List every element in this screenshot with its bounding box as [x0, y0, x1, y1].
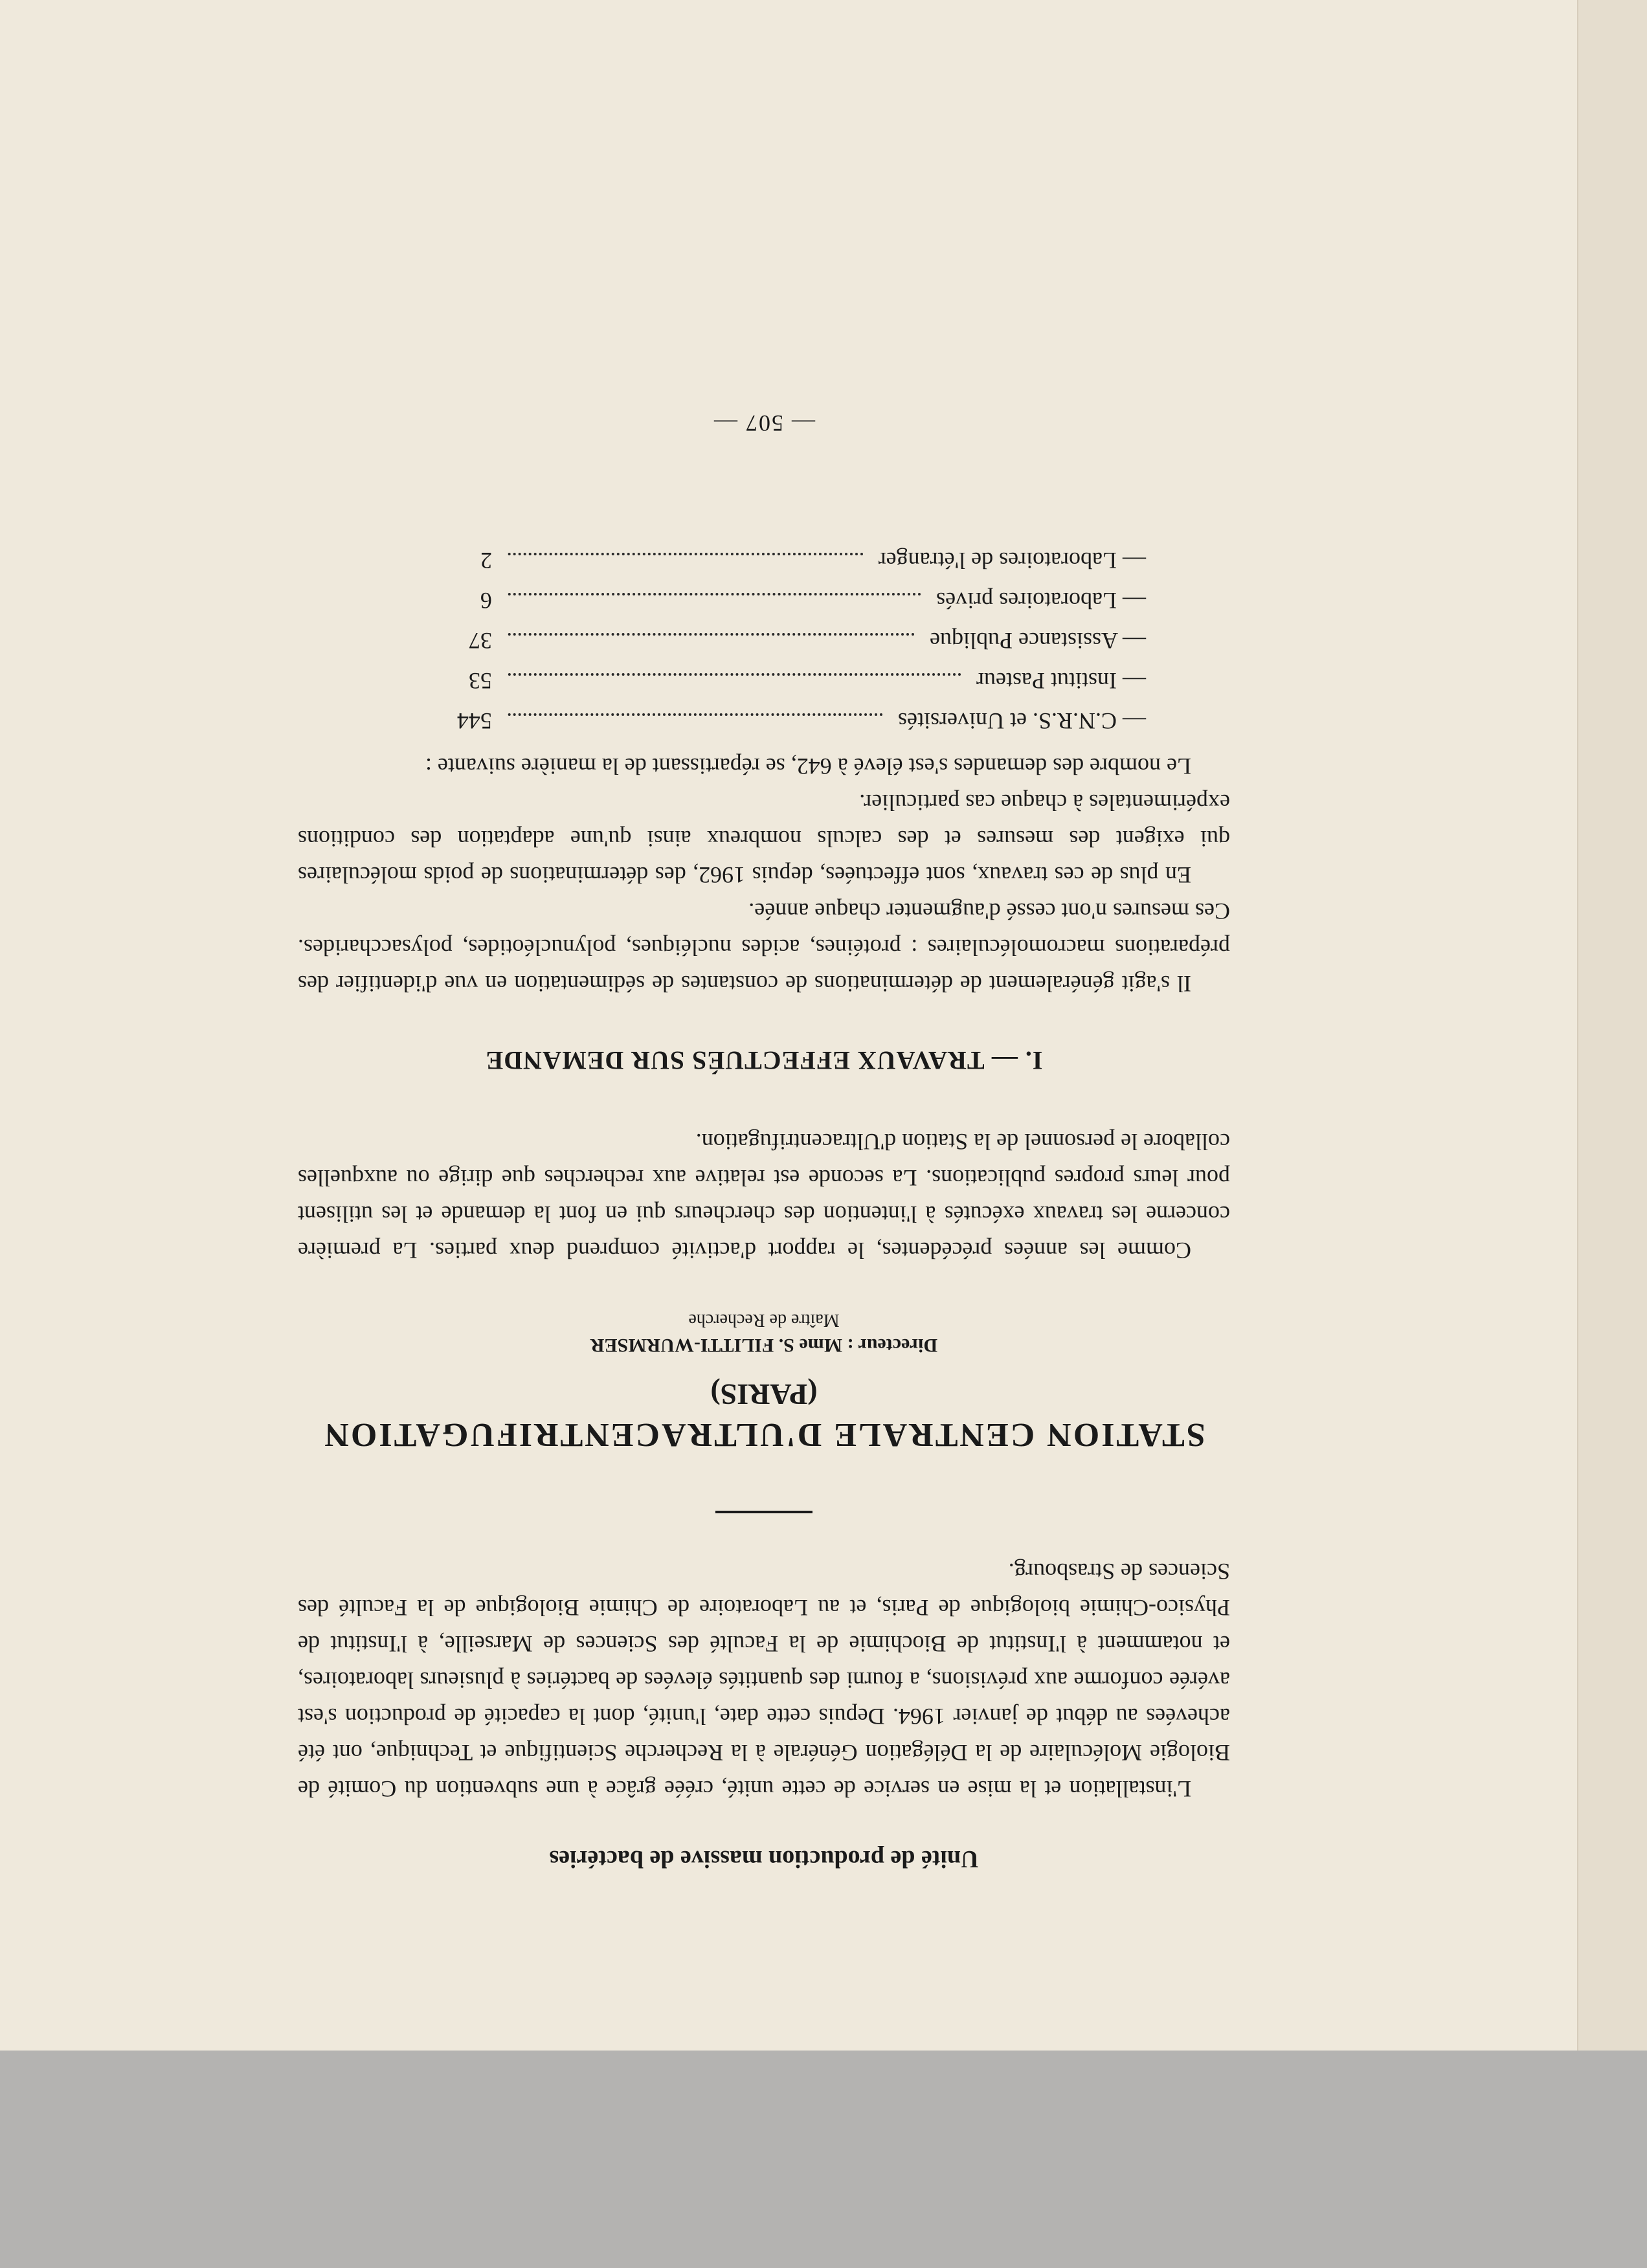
request-distribution-list — [440, 539, 1146, 739]
page-number: — 507 — — [713, 410, 815, 436]
station-director: Directeur : Mme S. FILITTI-WURMSER — [590, 1335, 938, 1356]
list-item — [440, 659, 1146, 699]
section-one-heading: I. — TRAVAUX EFFECTUÉS SUR DEMANDE — [485, 1046, 1043, 1075]
leader-dots — [508, 673, 961, 676]
station-intro: Comme les années précédentes, le rapport d'activité comprend deux parties. La première concerne les travaux exécutés à l'intention des chercheurs qui en font la demande et les utilisent pour leurs propres publications. La seconde est relative aux recherches que dirige ou auxquelles collabore le personnel de la Station d'Ultracentrifugation. — [298, 1129, 1230, 1263]
section-one-paragraph-1: Il s'agit généralement de déterminations de constantes de sédimentation en vue d'identifier des préparations macromoléculaires : protéines, acides nucléiques, polynucléotides, polysaccharides. Ces mesures n'ont cessé d'augmenter chaque année. — [298, 898, 1230, 997]
section-one-paragraph-2: En plus de ces travaux, sont effectuées, depuis 1962, des déterminations de poids moléculaires qui exigent des mesures et des calculs nombreux ainsi qu'une adaptation des conditions expérimentales à chaque cas particulier. — [298, 790, 1230, 888]
section-one-paragraph-3: Le nombre des demandes s'est élevé à 642, se répartissant de la manière suivante : — [425, 753, 1191, 779]
page-content — [298, 220, 1230, 1877]
unit-heading: Unité de production massive de bactéries — [549, 1845, 979, 1873]
distribution-value: 6 — [480, 588, 492, 614]
scanner-background — [0, 2051, 1647, 2268]
director-role: Maître de Recherche — [688, 1310, 840, 1330]
distribution-value: 37 — [469, 628, 492, 654]
paper-edge — [1577, 0, 1647, 2051]
list-item — [440, 579, 1146, 619]
distribution-label: — C.N.R.S. et Universités — [898, 708, 1146, 734]
distribution-label: — Assistance Publique — [930, 628, 1146, 654]
distribution-label: — Laboratoires privés — [936, 588, 1146, 614]
section-divider — [715, 1511, 812, 1513]
leader-dots — [508, 633, 914, 636]
distribution-value: 2 — [480, 548, 492, 573]
distribution-value: 544 — [457, 708, 492, 734]
leader-dots — [508, 713, 882, 716]
list-item — [440, 699, 1146, 739]
list-item — [440, 619, 1146, 659]
leader-dots — [508, 553, 863, 555]
station-title: STATION CENTRALE D'ULTRACENTRIFUGATION — [322, 1416, 1205, 1453]
distribution-label: — Laboratoires de l'étranger — [878, 548, 1146, 573]
list-item — [440, 539, 1146, 579]
unit-paragraph: L'installation et la mise en service de cette unité, créée grâce à une subvention du Comité de Biologie Moléculaire de la Délégation Générale à la Recherche Scientifique et Technique, ont été achevées au début de janvier 1964. Depuis cette date, l'unité, dont la capacité de production s'est avérée conforme aux prévisions, a fourni des quantités élevées de bactéries à plusieurs laboratoires, et notamment à l'Institut de Biochimie de la Faculté des Sciences de Marseille, à l'Institut de Physico-Chimie biologique de Paris, et au Laboratoire de Chimie Biologique de la Faculté des Sciences de Strasbourg. — [298, 1559, 1230, 1802]
station-location: (PARIS) — [710, 1378, 818, 1411]
distribution-label: — Institut Pasteur — [976, 668, 1146, 694]
distribution-value: 53 — [469, 668, 492, 694]
leader-dots — [508, 593, 921, 595]
